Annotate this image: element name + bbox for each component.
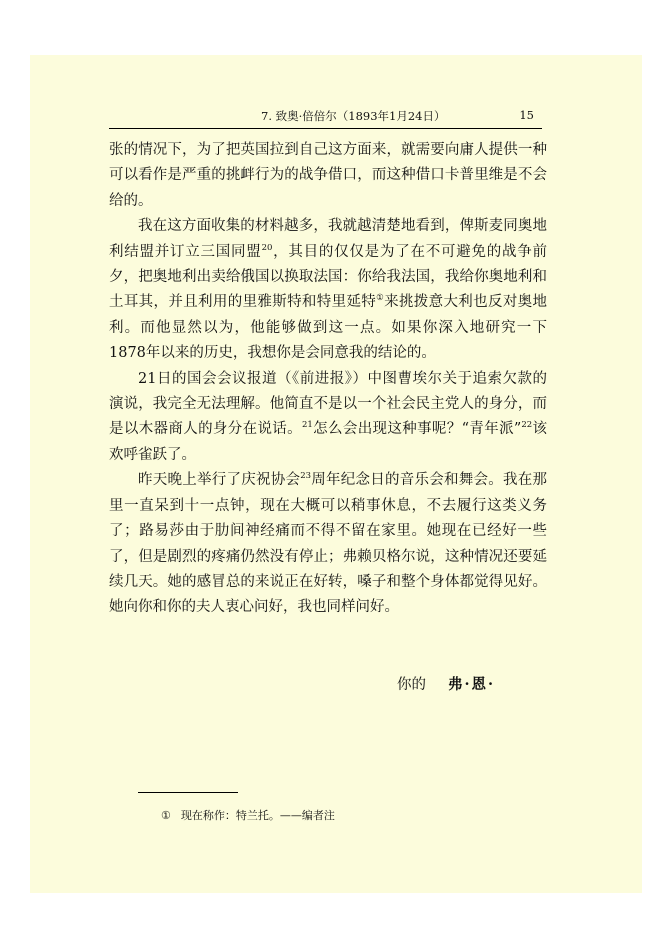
page-header — [109, 106, 542, 129]
paragraph-text: 来挑拨意大利也反对奥地利。而他显然以为，他能够做到这一点。如果你深入地研究一下1878年以来的历史，我想你是会同意我的结论的。 — [109, 294, 548, 362]
endnote-ref: 21 — [302, 420, 313, 431]
paragraph-text: 我在这方面收集的材料越多，我就越清楚地看到，俾斯麦同奥地利结盟并订立三国同盟 — [109, 218, 547, 260]
paragraph-2 — [109, 214, 547, 366]
footnote-ref: ① — [376, 293, 385, 304]
paragraph-text: 该欢呼雀跃了。 — [109, 421, 548, 463]
footnote — [161, 807, 335, 823]
signer-name: 弗·恩· — [448, 676, 496, 693]
endnote-ref: 23 — [300, 471, 312, 482]
paragraph-text: 昨天晚上举行了庆祝协会 — [138, 472, 301, 489]
paragraph-text: 怎么会出现这种事呢？“青年派” — [312, 421, 522, 438]
running-title: 7. 致奥·倍倍尔（1893年1月24日） — [261, 109, 446, 123]
paragraph-text: ，其目的仅仅是为了在不可避免的战争前夕，把奥地利出卖给俄国以换取法国：你给我法国，我给你奥地利和土耳其，并且利用的里雅斯特和特里延特 — [109, 243, 547, 311]
footnote-divider — [138, 792, 238, 793]
page-number: 15 — [519, 108, 534, 122]
paragraph-4 — [109, 468, 547, 620]
footnote-text: 现在称作：特兰托。——编者注 — [180, 809, 335, 822]
endnote-ref: 22 — [521, 420, 533, 431]
letter-body — [109, 138, 547, 621]
paragraph-text: 张的情况下，为了把英国拉到自己这方面来，就需要向庸人提供一种可以看作是严重的挑衅行为的战争借口，而这种借口卡普里维是不会给的。 — [109, 142, 547, 209]
paragraph-text: 21日的国会会议报道（《前进报》）中图曹埃尔关于追索欠款的演说，我完全无法理解。他简直不是以一个社会民主党人的身分，而是以木器商人的身分在说话。 — [109, 370, 547, 438]
footnote-mark: ① — [161, 809, 171, 822]
paragraph-text: 周年纪念日的音乐会和舞会。我在那里一直呆到十一点钟，现在大概可以稍事休息，不去履行这类义务了；路易莎由于肋间神经痛而不得不留在家里。她现在已经好一些了，但是剧烈的疼痛仍然没有停止；弗赖贝格尔说，这种情况还要延续几天。她的感冒总的来说正在好转，嗓子和整个身体都觉得见好。她向你和你的夫人衷心问好，我也同样问好。 — [109, 472, 547, 616]
paragraph-3 — [109, 367, 547, 469]
paragraph-1 — [109, 138, 547, 214]
closing-phrase: 你的 — [397, 677, 426, 693]
endnote-ref: 20 — [261, 242, 273, 253]
